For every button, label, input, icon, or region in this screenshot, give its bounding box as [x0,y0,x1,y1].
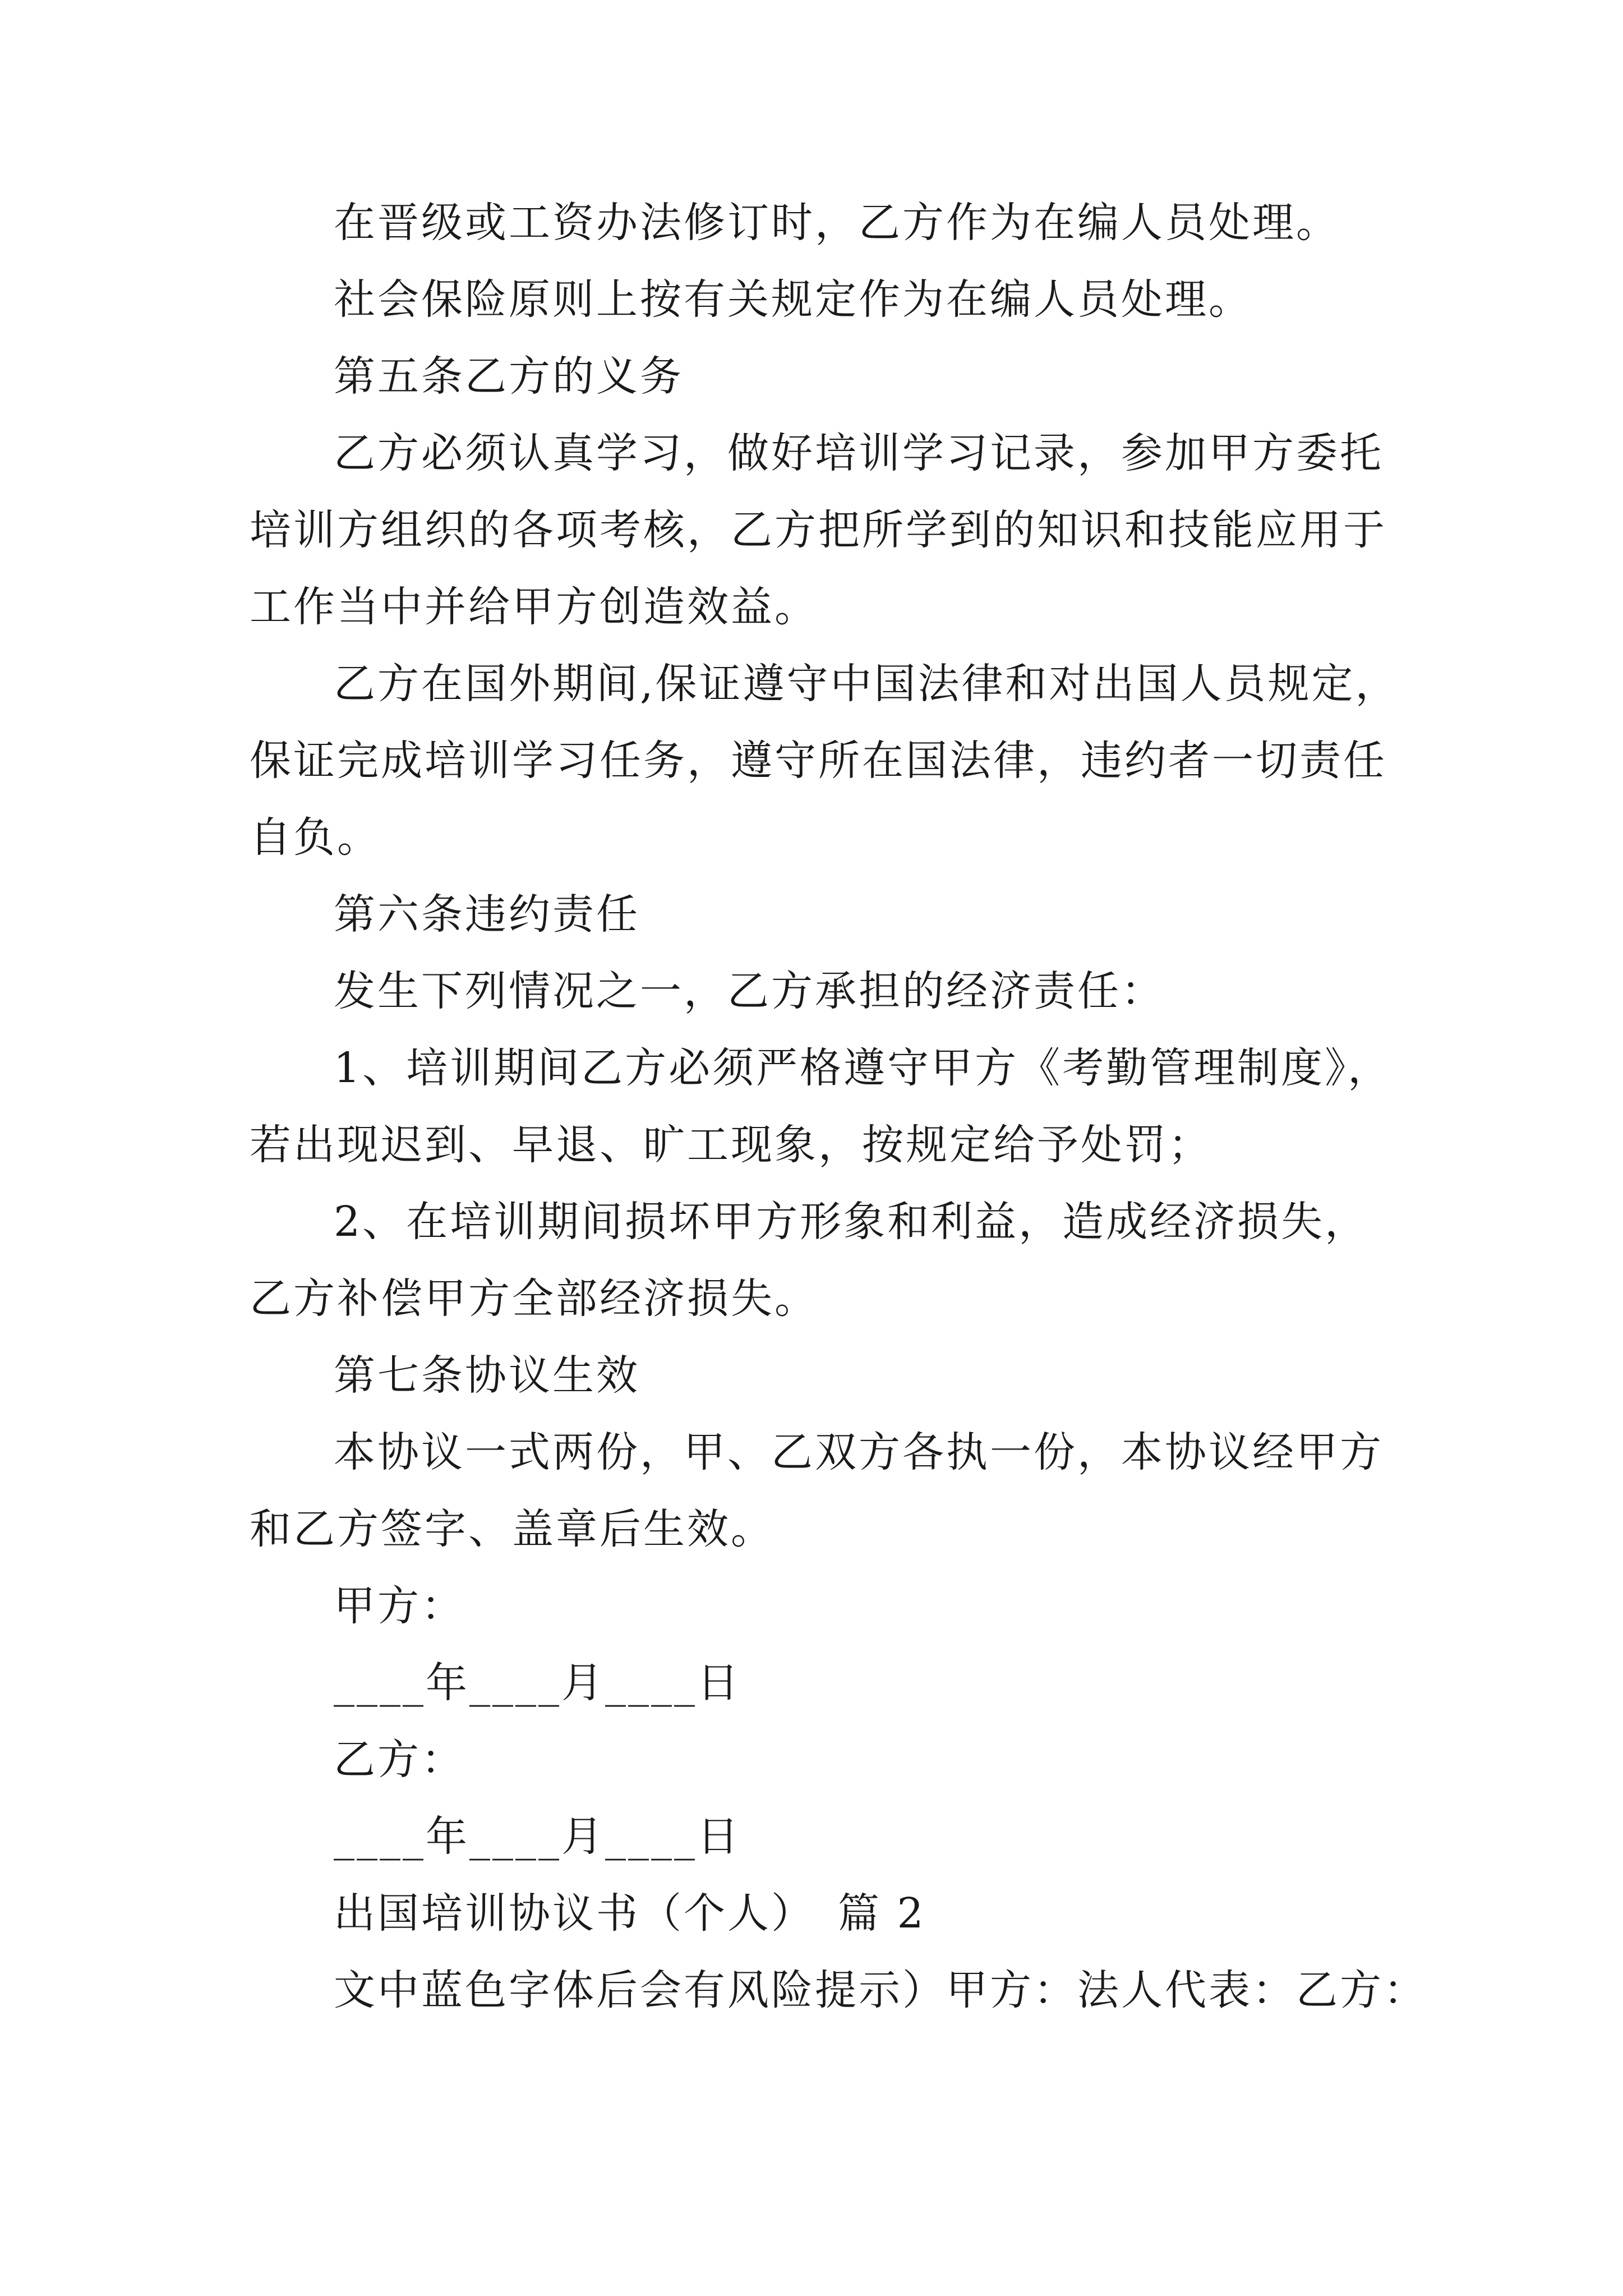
paragraph-line: 2、在培训期间损坏甲方形象和利益，造成经济损失， [334,1198,1369,1246]
paragraph-line: 若出现迟到、早退、旷工现象，按规定给予处罚； [250,1121,1212,1169]
paragraph-line: 在晋级或工资办法修订时，乙方作为在编人员处理。 [334,199,1340,247]
paragraph-line: 1、培训期间乙方必须严格遵守甲方《考勤管理制度》， [334,1044,1392,1092]
paragraph-line: 保证完成培训学习任务，遵守所在国法律，违约者一切责任 [250,737,1387,785]
date-line: ____年____月____日 [334,1659,741,1707]
paragraph-line: 培训方组织的各项考核，乙方把所学到的知识和技能应用于 [250,506,1387,554]
party-a-label: 甲方： [334,1582,465,1630]
paragraph-line: 自负。 [250,813,381,862]
section-heading: 第五条乙方的义务 [334,352,684,401]
paragraph-line: 文中蓝色字体后会有风险提示）甲方：法人代表：乙方： [334,1966,1427,2014]
paragraph-line: 本协议一式两份，甲、乙双方各执一份，本协议经甲方 [334,1428,1384,1476]
paragraph-line: 乙方在国外期间,保证遵守中国法律和对出国人员规定， [334,660,1399,708]
section-heading: 第七条协议生效 [334,1351,640,1400]
document-title: 出国培训协议书（个人） 篇 2 [334,1889,926,1938]
paragraph-line: 乙方必须认真学习，做好培训学习记录，参加甲方委托 [334,429,1384,477]
section-heading: 第六条违约责任 [334,890,640,938]
paragraph-line: 发生下列情况之一，乙方承担的经济责任： [334,967,1165,1015]
paragraph-line: 乙方补偿甲方全部经济损失。 [250,1274,818,1323]
paragraph-line: 社会保险原则上按有关规定作为在编人员处理。 [334,275,1252,324]
party-b-label: 乙方： [334,1736,465,1784]
date-line: ____年____月____日 [334,1812,741,1861]
paragraph-line: 工作当中并给甲方创造效益。 [250,583,818,631]
paragraph-line: 和乙方签字、盖章后生效。 [250,1505,774,1553]
